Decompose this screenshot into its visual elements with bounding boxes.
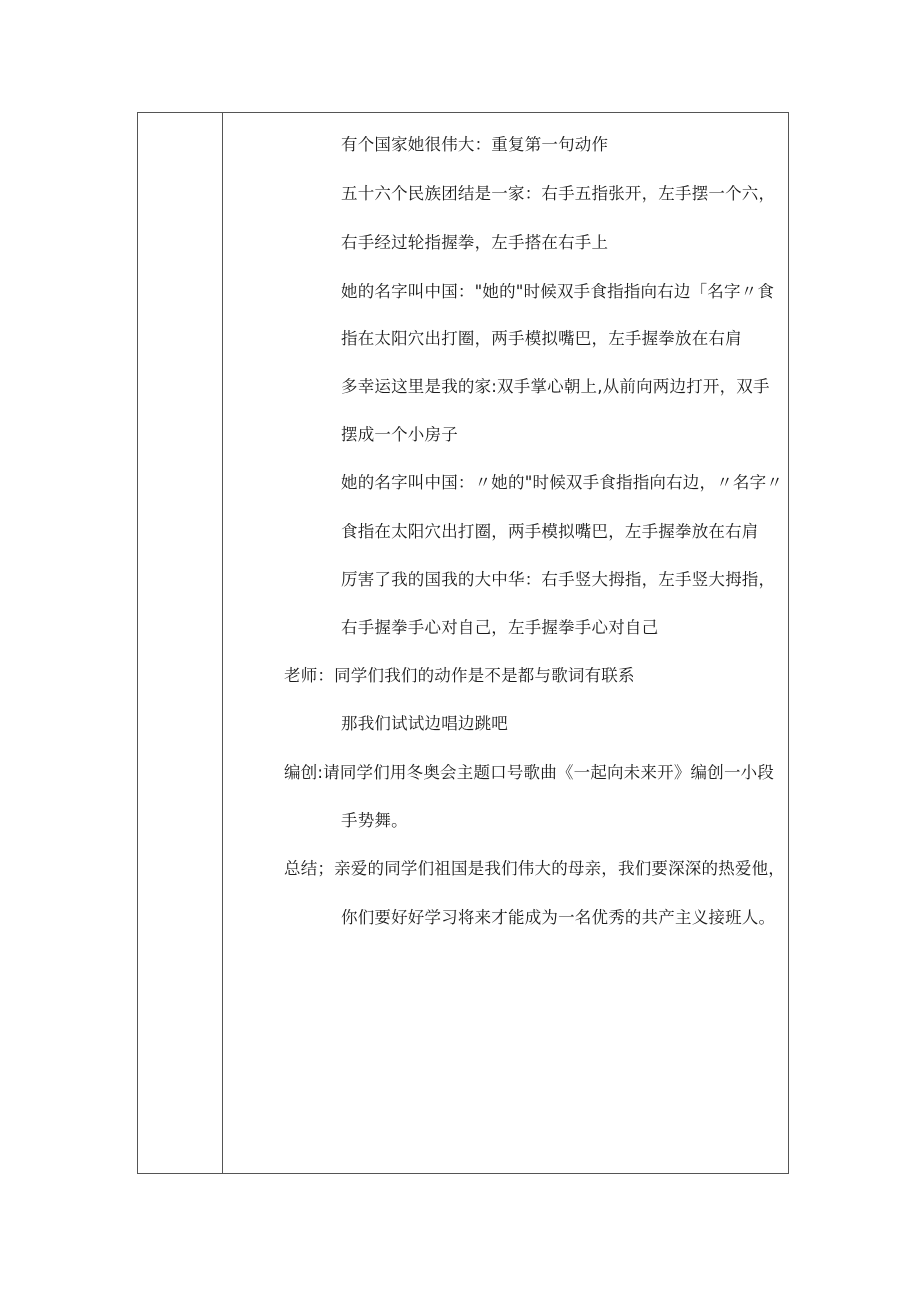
text-line: 厉害了我的国我的大中华：右手竖大拇指，左手竖大拇指， bbox=[341, 570, 776, 589]
creation-line: 编创:请同学们用冬奥会主题口号歌曲《一起向未来开》编创一小段 bbox=[284, 763, 775, 782]
text-line: 她的名字叫中国：〃她的"时候双手食指指向右边，〃名字〃 bbox=[341, 473, 783, 492]
text-line: 多幸运这里是我的家:双手掌心朝上,从前向两边打开，双手 bbox=[341, 377, 770, 396]
text-line: 五十六个民族团结是一家：右手五指张开，左手摆一个六， bbox=[341, 184, 776, 203]
text-line: 有个国家她很伟大：重复第一句动作 bbox=[341, 135, 609, 154]
column-divider bbox=[222, 113, 223, 1173]
text-line: 那我们试试边唱边跳吧 bbox=[341, 714, 508, 733]
text-line: 你们要好好学习将来才能成为一名优秀的共产主义接班人。 bbox=[341, 908, 776, 927]
text-line: 摆成一个小房子 bbox=[341, 425, 458, 444]
text-line: 食指在太阳穴出打圈，两手模拟嘴巴，左手握拳放在右肩 bbox=[341, 522, 759, 541]
text-line: 指在太阳穴出打圈，两手模拟嘴巴，左手握拳放在右肩 bbox=[341, 329, 742, 348]
text-line: 她的名字叫中国："她的"时候双手食指指向右边「名字〃食 bbox=[341, 282, 775, 301]
text-line: 手势舞。 bbox=[341, 811, 408, 830]
teacher-line: 老师：同学们我们的动作是不是都与歌词有联系 bbox=[284, 666, 635, 685]
summary-line: 总结；亲爱的同学们祖国是我们伟大的母亲，我们要深深的热爱他， bbox=[284, 859, 785, 878]
text-line: 右手经过轮指握拳，左手搭在右手上 bbox=[341, 233, 609, 252]
lesson-table bbox=[137, 112, 789, 1174]
text-line: 右手握拳手心对自己，左手握拳手心对自己 bbox=[341, 618, 659, 637]
